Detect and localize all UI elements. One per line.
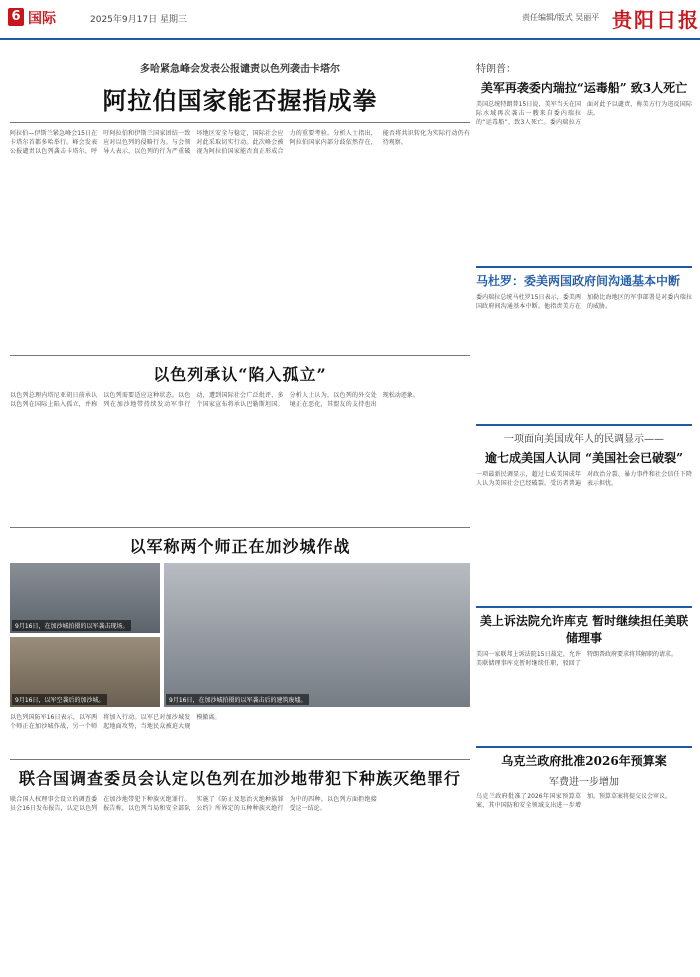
article-un-headline: 联合国调查委员会认定以色列在加沙地带犯下种族灭绝罪行 — [18, 769, 461, 788]
article-gaza-headline: 以军称两个师正在加沙城作战 — [129, 537, 351, 556]
divider — [476, 266, 692, 268]
issue-date: 2025年9月17日 星期三 — [90, 15, 187, 25]
brief-body: 美国一家联邦上诉法院15日裁定，允许美联储理事库克暂时继续任职，驳回了特朗普政府要求将其解职的请求。 — [476, 651, 678, 667]
news-photo — [10, 563, 160, 633]
article-un-report — [10, 766, 470, 855]
article-un-body: 联合国人权理事会设立的调查委员会16日发布报告，认定以色列在加沙地带犯下种族灭绝罪行。报告称，以色列当局和安全部队实施了《防止及惩治灭绝种族罪公约》所界定的五种种族灭绝行为中的四种。以色列方面拒绝接受这一结论。 — [10, 796, 377, 812]
article-isolation-body: 以色列总理内塔尼亚胡日前承认以色列在国际上陷入孤立，并称以色列需要适应这种状态。以色列在加沙地带持续发动军事行动，遭到国际社会广泛批评，多个国家宣布将承认巴勒斯坦国。分析人士认为，以色列的外交处境正在恶化，其盟友的支持也出现松动迹象。 — [10, 392, 419, 408]
brief-kicker: 特朗普： — [476, 64, 516, 75]
newspaper-logo: 贵阳日报 — [612, 8, 700, 32]
article-gaza-body: 以色列国防军16日表示，以军两个师正在加沙城作战，另一个师将加入行动。以军已对加沙城发起地面攻势，当地民众被迫大规模撤离。 — [10, 714, 221, 730]
brief-maduro — [476, 272, 692, 418]
lead-body: 阿拉伯—伊斯兰紧急峰会15日在卡塔尔首都多哈举行。峰会发表公报谴责以色列袭击卡塔尔，呼吁阿拉伯和伊斯兰国家团结一致应对以色列的侵略行为。与会领导人表示，以色列的行为严重破坏地区安全与稳定，国际社会应对此采取切实行动。此次峰会被视为阿拉伯国家能否真正形成合力的重要考验。分析人士指出，阿拉伯国家内部分歧依然存在，能否将共识转化为实际行动仍有待观察。 — [10, 130, 470, 155]
photo-strip — [10, 563, 470, 707]
section-name: 国际 — [28, 11, 56, 27]
divider — [10, 122, 470, 123]
lead-article — [10, 60, 470, 349]
brief-headline: 美上诉法院允许库克 暂时继续担任美联储理事 — [479, 614, 689, 645]
brief-headline: 美军再袭委内瑞拉“运毒船” 致3人死亡 — [480, 81, 688, 95]
lead-kicker: 多哈紧急峰会发表公报谴责以色列袭击卡塔尔 — [140, 64, 340, 75]
photo-caption: 9月16日，以军空袭后的加沙城。 — [12, 694, 107, 705]
brief-body: 美国总统特朗普15日说，美军当天在国际水域再次袭击一艘来自委内瑞拉的“运毒船”，致3人死亡。委内瑞拉方面对此予以谴责，称美方行为违反国际法。 — [476, 101, 692, 126]
photo-caption: 9月16日，在加沙城拍摄的以军袭击现场。 — [12, 620, 131, 631]
editors-credit: 责任编辑/版式 吴丽平 — [522, 13, 600, 22]
article-gaza — [10, 534, 470, 753]
brief-headline: 马杜罗：委美两国政府间沟通基本中断 — [476, 274, 681, 288]
divider — [476, 746, 692, 748]
brief-ukraine-budget — [476, 752, 692, 882]
brief-us-poll — [476, 430, 692, 600]
left-column — [10, 60, 470, 855]
brief-us-strike — [476, 60, 692, 260]
divider — [10, 527, 470, 528]
section-number: 6 — [8, 8, 24, 26]
article-isolation-headline: 以色列承认“陷入孤立” — [153, 365, 327, 384]
divider — [10, 759, 470, 760]
brief-body: 委内瑞拉总统马杜罗15日表示，委美两国政府间沟通基本中断。他指责美方在加勒比海地区的军事部署是对委内瑞拉的威胁。 — [476, 294, 692, 310]
brief-body: 一项最新民调显示，超过七成美国成年人认为美国社会已经破裂。受访者普遍对政治分裂、暴力事件和社会信任下降表示担忧。 — [476, 471, 692, 487]
brief-headline: 乌克兰政府批准2026年预算案 — [501, 754, 667, 768]
divider — [476, 424, 692, 426]
brief-subhead: 军费进一步增加 — [549, 777, 619, 788]
brief-headline: 逾七成美国人认同 “美国社会已破裂” — [485, 451, 683, 465]
brief-fed — [476, 612, 692, 740]
brief-kicker: 一项面向美国成年人的民调显示—— — [504, 434, 664, 445]
brief-body: 乌克兰政府批准了2026年国家预算草案，其中国防和安全领域支出进一步增加。预算草案将提交议会审议。 — [476, 793, 672, 809]
news-photo — [10, 637, 160, 707]
divider — [476, 606, 692, 608]
masthead — [0, 0, 700, 40]
right-column — [476, 60, 692, 888]
article-isolation — [10, 362, 470, 521]
photo-caption: 9月16日，在加沙城拍摄的以军袭击后的建筑废墟。 — [166, 694, 309, 705]
lead-headline: 阿拉伯国家能否握指成拳 — [102, 86, 378, 115]
news-photo — [164, 563, 470, 707]
divider — [10, 355, 470, 356]
